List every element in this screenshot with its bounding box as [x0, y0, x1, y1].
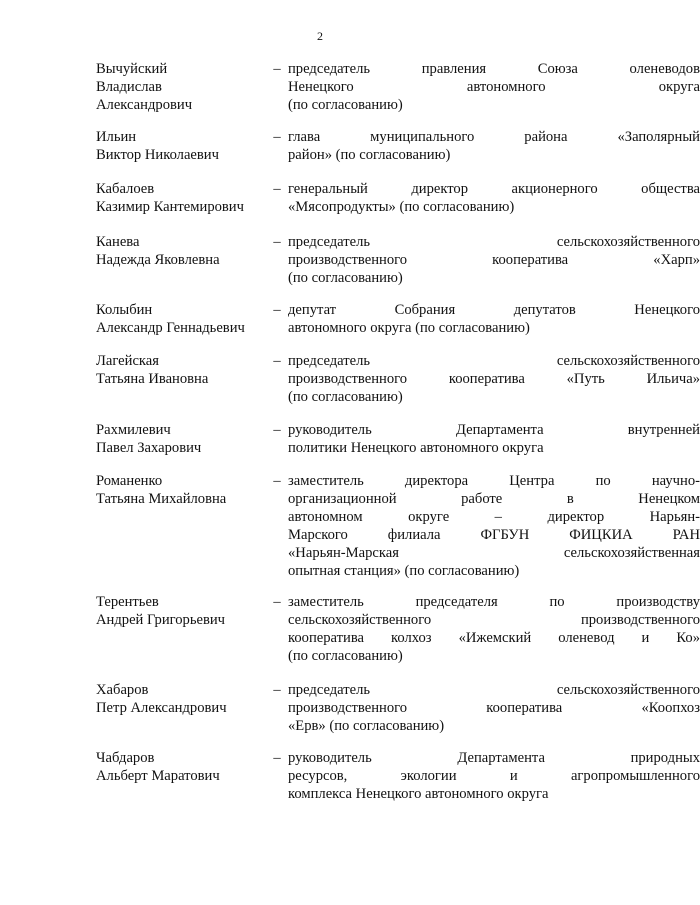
position-line: заместитель директора Центра по научно-: [288, 473, 700, 489]
member-position: [288, 301, 700, 337]
position-line: депутат Собрания депутатов Ненецкого: [288, 302, 700, 318]
position-line: председатель сельскохозяйственного: [288, 353, 700, 369]
position-line: район» (по согласованию): [288, 147, 451, 163]
member-position: [288, 593, 700, 665]
position-line: глава муниципального района «Заполярный: [288, 129, 700, 145]
member-surname: Вычуйский: [96, 61, 168, 77]
member-name: [96, 749, 266, 785]
dash-separator: –: [273, 750, 281, 766]
dash-separator: –: [273, 234, 281, 250]
dash-separator: –: [273, 594, 281, 610]
member-given-name: Владислав: [96, 79, 162, 95]
position-line: организационной работе в Ненецком: [288, 491, 700, 507]
position-line: опытная станция» (по согласованию): [288, 563, 520, 579]
member-surname: Лагейская: [96, 353, 159, 369]
position-line: производственного кооператива «Путь Ильича»: [288, 371, 700, 387]
member-given-name: Альберт Маратович: [96, 768, 220, 784]
dash-separator: –: [273, 473, 281, 489]
position-line: Марского филиала ФГБУН ФИЦКИА РАН: [288, 527, 700, 543]
dash-separator: –: [273, 61, 281, 77]
position-line: председатель сельскохозяйственного: [288, 682, 700, 698]
position-line: руководитель Департамента внутренней: [288, 422, 700, 438]
member-surname: Чабдаров: [96, 750, 155, 766]
dash-separator: –: [273, 682, 281, 698]
member-surname: Ильин: [96, 129, 137, 145]
member-name: [96, 681, 266, 717]
member-position: [288, 681, 700, 735]
position-line: сельскохозяйственного производственного: [288, 612, 700, 628]
member-position: [288, 233, 700, 287]
member-surname: Романенко: [96, 473, 163, 489]
member-name: [96, 301, 266, 337]
member-patronymic: Александрович: [96, 97, 193, 113]
position-line: автономного округа (по согласованию): [288, 320, 530, 336]
member-name: [96, 472, 266, 508]
member-surname: Колыбин: [96, 302, 153, 318]
position-line: (по согласованию): [288, 648, 403, 664]
member-name: [96, 233, 266, 269]
member-name: [96, 421, 266, 457]
dash-separator: –: [273, 422, 281, 438]
member-position: [288, 180, 700, 216]
position-line: председатель сельскохозяйственного: [288, 234, 700, 250]
member-given-name: Андрей Григорьевич: [96, 612, 226, 628]
dash-separator: –: [273, 302, 281, 318]
member-given-name: Петр Александрович: [96, 700, 227, 716]
member-position: [288, 749, 700, 803]
dash-separator: –: [273, 129, 281, 145]
member-position: [288, 60, 700, 114]
member-position: [288, 472, 700, 580]
member-position: [288, 128, 700, 164]
member-name: [96, 593, 266, 629]
member-given-name: Татьяна Михайловна: [96, 491, 227, 507]
position-line: (по согласованию): [288, 97, 403, 113]
member-given-name: Виктор Николаевич: [96, 147, 219, 163]
position-line: заместитель председателя по производству: [288, 594, 700, 610]
member-surname: Кабалоев: [96, 181, 155, 197]
member-position: [288, 352, 700, 406]
member-given-name: Надежда Яковлевна: [96, 252, 220, 268]
member-surname: Терентьев: [96, 594, 159, 610]
dash-separator: –: [273, 353, 281, 369]
position-line: «Нарьян-Марская сельскохозяйственная: [288, 545, 700, 561]
member-given-name: Александр Геннадьевич: [96, 320, 245, 336]
position-line: (по согласованию): [288, 389, 403, 405]
position-line: комплекса Ненецкого автономного округа: [288, 786, 549, 802]
position-line: генеральный директор акционерного общества: [288, 181, 700, 197]
position-line: автономном округе – директор Нарьян-: [288, 509, 700, 525]
position-line: производственного кооператива «Харп»: [288, 252, 700, 268]
position-line: (по согласованию): [288, 270, 403, 286]
page-number: 2: [317, 29, 323, 43]
member-name: [96, 60, 266, 114]
member-given-name: Павел Захарович: [96, 440, 202, 456]
member-position: [288, 421, 700, 457]
member-name: [96, 180, 266, 216]
position-line: руководитель Департамента природных: [288, 750, 700, 766]
member-name: [96, 128, 266, 164]
member-surname: Хабаров: [96, 682, 149, 698]
position-line: кооператива колхоз «Ижемский оленевод и Ко»: [288, 630, 700, 646]
position-line: ресурсов, экологии и агропромышленного: [288, 768, 700, 784]
position-line: производственного кооператива «Коопхоз: [288, 700, 700, 716]
member-given-name: Татьяна Ивановна: [96, 371, 209, 387]
member-surname: Канева: [96, 234, 140, 250]
position-line: «Ерв» (по согласованию): [288, 718, 445, 734]
position-line: политики Ненецкого автономного округа: [288, 440, 544, 456]
member-given-name: Казимир Кантемирович: [96, 199, 244, 215]
member-surname: Рахмилевич: [96, 422, 171, 438]
position-line: Ненецкого автономного округа: [288, 79, 700, 95]
position-line: председатель правления Союза оленеводов: [288, 61, 700, 77]
member-name: [96, 352, 266, 388]
position-line: «Мясопродукты» (по согласованию): [288, 199, 515, 215]
dash-separator: –: [273, 181, 281, 197]
